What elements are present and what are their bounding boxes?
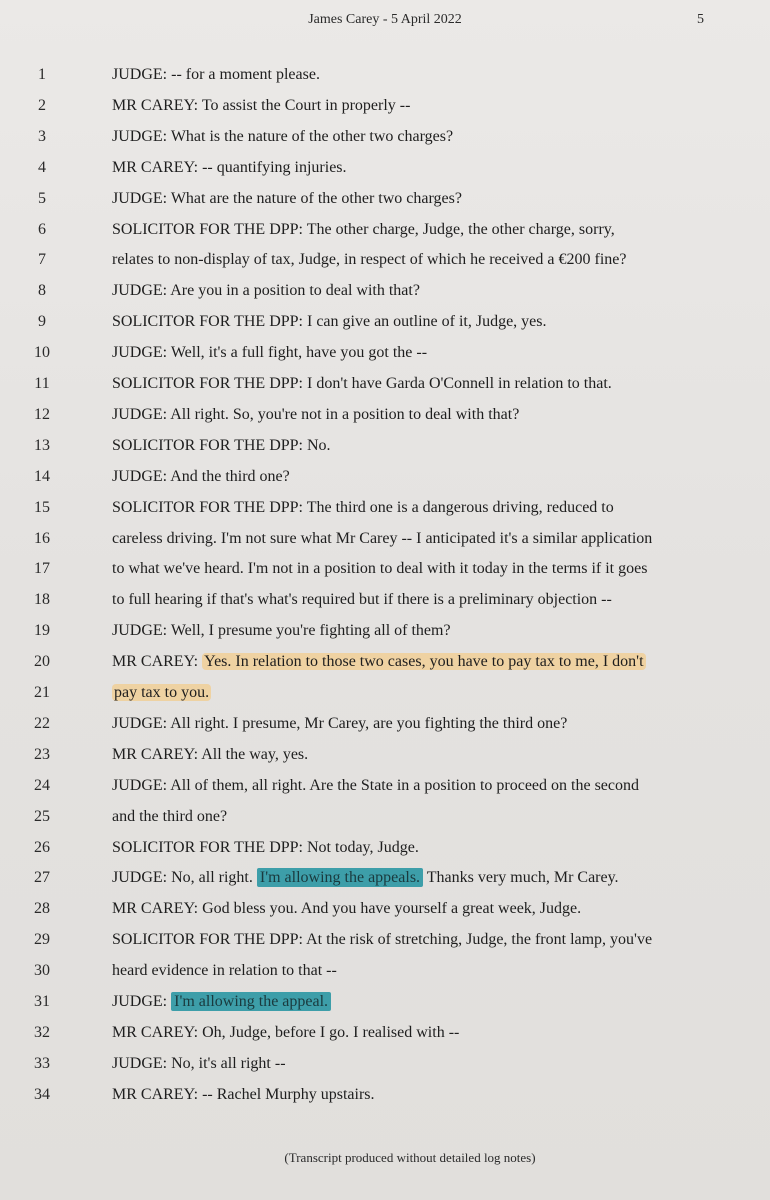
transcript-line	[0, 586, 770, 614]
transcript-line	[0, 926, 770, 954]
transcript-line	[0, 617, 770, 645]
line-text-main: MR CAREY: -- quantifying injuries.	[112, 158, 347, 176]
transcript-line	[0, 895, 770, 923]
line-text	[112, 61, 748, 89]
line-number: 9	[38, 313, 46, 331]
line-text	[112, 988, 748, 1016]
transcript-line	[0, 1081, 770, 1109]
header-title: James Carey - 5 April 2022	[308, 12, 462, 27]
line-text	[112, 586, 748, 614]
line-text-main: JUDGE: All right. I presume, Mr Carey, are you fighting the third one?	[112, 714, 568, 732]
transcript-line	[0, 463, 770, 491]
line-text-main: JUDGE: What are the nature of the other two charges?	[112, 189, 462, 207]
line-text-main: MR CAREY: To assist the Court in properly --	[112, 96, 411, 114]
line-number: 32	[34, 1023, 50, 1041]
transcript-line	[0, 988, 770, 1016]
line-number: 8	[38, 282, 46, 300]
line-text	[112, 1081, 748, 1109]
line-number: 34	[34, 1085, 50, 1103]
transcript-line	[0, 957, 770, 985]
line-text-main: to full hearing if that's what's required but if there is a preliminary objection --	[112, 591, 612, 609]
line-number: 31	[34, 993, 50, 1010]
transcript-line	[0, 370, 770, 398]
line-text-main: and the third one?	[112, 807, 228, 825]
line-text-main: to what we've heard. I'm not in a position to deal with it today in the terms if it goes	[112, 560, 648, 578]
line-text	[112, 926, 748, 954]
transcript-line	[0, 525, 770, 553]
line-text	[112, 710, 748, 738]
line-text-main: JUDGE: -- for a moment please.	[112, 66, 320, 83]
line-text-main: MR CAREY: -- Rachel Murphy upstairs.	[112, 1085, 375, 1103]
line-text	[112, 370, 748, 398]
line-number: 28	[34, 900, 50, 918]
line-number: 24	[34, 776, 50, 794]
highlighted-text: pay tax to you.	[114, 684, 210, 701]
line-text	[112, 525, 748, 553]
line-number: 23	[34, 745, 50, 763]
line-number: 30	[34, 962, 50, 980]
transcript-line	[0, 432, 770, 460]
line-text-main: MR CAREY: God bless you. And you have yourself a great week, Judge.	[112, 900, 582, 918]
line-number: 26	[34, 838, 50, 856]
line-text	[112, 339, 748, 367]
line-number: 1	[38, 66, 46, 83]
line-text-main: JUDGE: Are you in a position to deal with that?	[112, 282, 420, 300]
transcript-line	[0, 61, 770, 89]
line-text-main: careless driving. I'm not sure what Mr Carey -- I anticipated it's a similar application	[112, 529, 653, 547]
line-text-main: JUDGE: Well, it's a full fight, have you got the --	[112, 344, 428, 362]
transcript-line	[0, 741, 770, 769]
line-text	[112, 401, 748, 429]
line-number: 13	[34, 436, 50, 454]
line-text	[112, 123, 748, 151]
line-number: 7	[38, 251, 46, 269]
line-number: 27	[34, 869, 50, 887]
line-number: 17	[34, 560, 50, 578]
line-text	[112, 277, 748, 305]
line-text-main: MR CAREY:	[112, 653, 203, 671]
line-text-main: SOLICITOR FOR THE DPP: Not today, Judge.	[112, 838, 419, 856]
transcript-line	[0, 123, 770, 151]
line-number: 5	[38, 189, 46, 207]
line-text	[112, 772, 748, 800]
page-number: 5	[697, 12, 704, 27]
line-text	[112, 92, 748, 120]
line-number: 12	[34, 405, 50, 423]
line-text	[112, 463, 748, 491]
line-text	[112, 834, 748, 862]
line-text	[112, 741, 748, 769]
line-text	[112, 246, 748, 274]
line-text-main: SOLICITOR FOR THE DPP: I can give an outline of it, Judge, yes.	[112, 313, 547, 331]
line-text-main: JUDGE: Well, I presume you're fighting all of them?	[112, 622, 451, 640]
line-text-main: JUDGE: No, all right.	[112, 869, 257, 887]
line-text	[112, 957, 748, 985]
footer-note: (Transcript produced without detailed log notes)	[284, 1150, 536, 1165]
transcript-line	[0, 648, 770, 676]
line-text-main: JUDGE: All of them, all right. Are the State in a position to proceed on the second	[112, 776, 640, 794]
line-text-main: SOLICITOR FOR THE DPP: I don't have Garda O'Connell in relation to that.	[112, 375, 612, 392]
line-number: 20	[34, 653, 50, 671]
transcript-line	[0, 401, 770, 429]
line-text-main: JUDGE:	[112, 993, 172, 1010]
line-text	[112, 185, 748, 213]
transcript-line	[0, 834, 770, 862]
line-number: 11	[34, 375, 50, 392]
line-text-main: MR CAREY: Oh, Judge, before I go. I realised with --	[112, 1023, 460, 1041]
transcript-line	[0, 185, 770, 213]
line-text	[112, 555, 748, 583]
line-text	[112, 1019, 748, 1047]
line-text	[112, 864, 748, 892]
transcript-line	[0, 339, 770, 367]
line-text-main: JUDGE: All right. So, you're not in a position to deal with that?	[112, 405, 520, 423]
transcript-line	[0, 555, 770, 583]
line-number: 2	[38, 96, 46, 114]
line-text-main: SOLICITOR FOR THE DPP: The third one is a dangerous driving, reduced to	[112, 498, 614, 516]
highlighted-text: Yes. In relation to those two cases, you have to pay tax to me, I don't	[204, 653, 644, 671]
line-number: 21	[34, 684, 50, 701]
line-text-main: JUDGE: And the third one?	[112, 467, 290, 485]
line-text	[112, 679, 748, 707]
transcript-line	[0, 308, 770, 336]
line-text-main: SOLICITOR FOR THE DPP: At the risk of stretching, Judge, the front lamp, you've	[112, 931, 653, 949]
line-number: 15	[34, 498, 50, 516]
transcript-line	[0, 494, 770, 522]
line-number: 29	[34, 931, 50, 949]
line-text	[112, 308, 748, 336]
line-text-main: MR CAREY: All the way, yes.	[112, 745, 309, 763]
highlighted-text: I'm allowing the appeal.	[171, 992, 331, 1011]
line-number: 18	[34, 591, 50, 609]
line-text	[112, 154, 748, 182]
line-number: 10	[34, 344, 50, 362]
transcript-line	[0, 277, 770, 305]
line-text-main: relates to non-display of tax, Judge, in respect of which he received a €200 fine?	[112, 251, 627, 269]
line-number: 16	[34, 529, 50, 547]
line-number: 22	[34, 714, 50, 732]
line-text	[112, 617, 748, 645]
line-text	[112, 895, 748, 923]
transcript-line	[0, 679, 770, 707]
transcript-line	[0, 92, 770, 120]
transcript-line	[0, 864, 770, 892]
transcript-line	[0, 772, 770, 800]
line-number: 25	[34, 807, 50, 825]
line-text	[112, 1050, 748, 1078]
line-text-main: SOLICITOR FOR THE DPP: The other charge, Judge, the other charge, sorry,	[112, 220, 615, 238]
line-number: 14	[34, 467, 50, 485]
line-text-main: JUDGE: No, it's all right --	[112, 1054, 286, 1072]
line-number: 4	[38, 158, 46, 176]
line-text	[112, 432, 748, 460]
line-text	[112, 648, 748, 676]
line-number: 33	[34, 1054, 50, 1072]
line-number: 6	[38, 220, 46, 238]
line-text-after: Thanks very much, Mr Carey.	[423, 869, 619, 887]
transcript-line	[0, 1019, 770, 1047]
line-text	[112, 494, 748, 522]
transcript-line	[0, 1050, 770, 1078]
line-text-main: SOLICITOR FOR THE DPP: No.	[112, 436, 331, 454]
line-text	[112, 803, 748, 831]
transcript-line	[0, 154, 770, 182]
line-text-main: JUDGE: What is the nature of the other two charges?	[112, 127, 454, 145]
transcript-line	[0, 246, 770, 274]
line-number: 19	[34, 622, 50, 640]
highlighted-text: I'm allowing the appeals.	[257, 868, 423, 887]
line-text-main: heard evidence in relation to that --	[112, 962, 337, 980]
line-number: 3	[38, 127, 46, 145]
transcript-line	[0, 710, 770, 738]
line-text	[112, 216, 748, 244]
transcript-line	[0, 216, 770, 244]
transcript-line	[0, 803, 770, 831]
